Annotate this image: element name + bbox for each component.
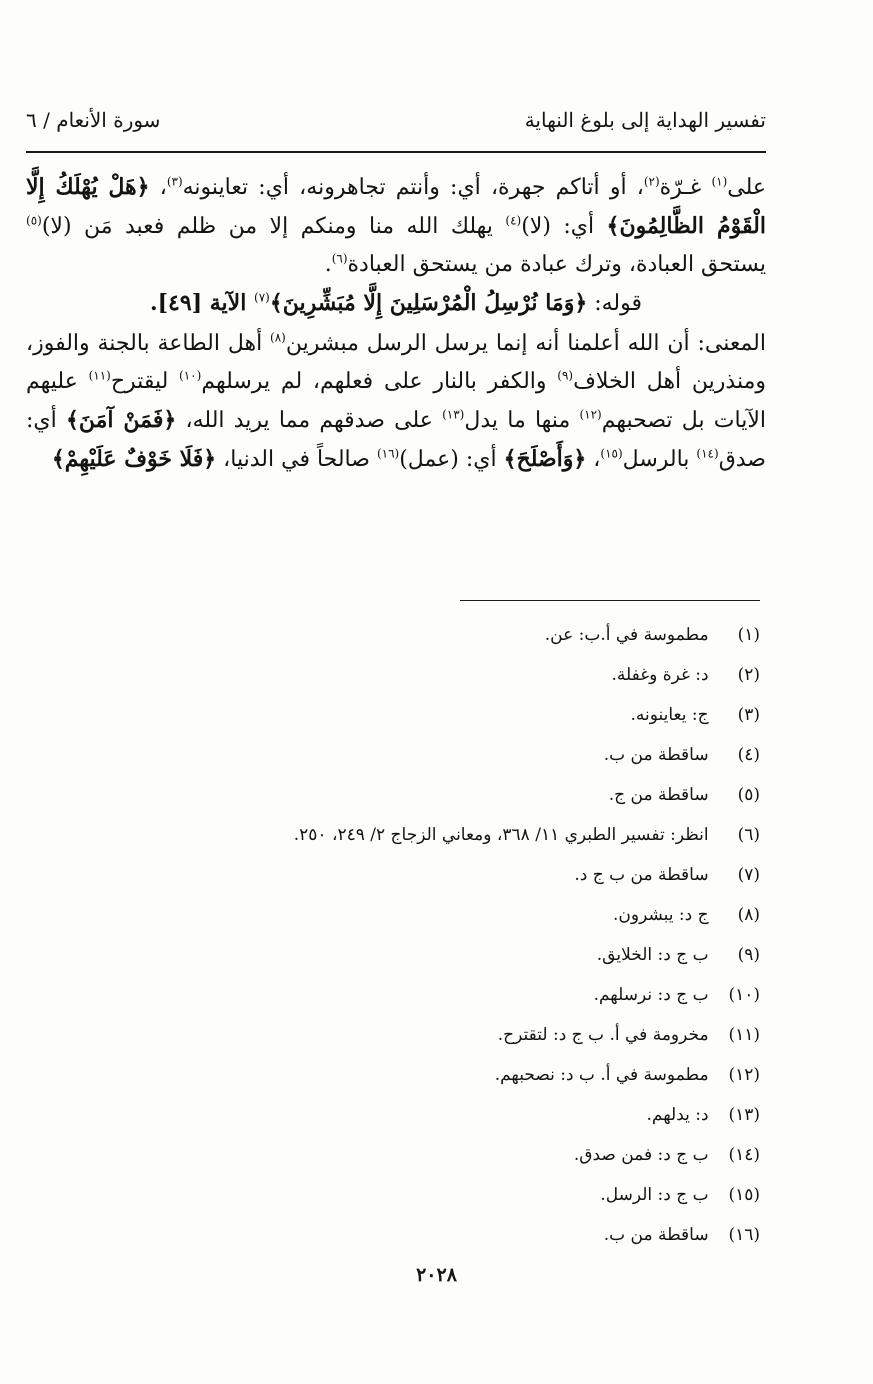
footnote-item (26, 662, 760, 702)
footnote-item (26, 742, 760, 782)
text-run: ، (586, 447, 601, 472)
text-run: بالرسل (622, 447, 697, 472)
quran-quote: ﴿فَلَا خَوْفٌ عَلَيْهِمْ﴾ (51, 446, 217, 472)
text-run: قوله: (587, 291, 643, 316)
footnote-item (26, 942, 760, 982)
footnote-number: (١٢) (728, 1065, 760, 1085)
text-run: ليقترح (110, 369, 180, 394)
footnote-item (26, 1062, 760, 1102)
text-run: أي: صدق (26, 408, 766, 472)
footnote-ref-8: (٨) (270, 330, 286, 345)
footnote-item (26, 902, 760, 942)
footnote-item (26, 702, 760, 742)
text-run: أي: (لا) (521, 214, 607, 239)
text-run: منها ما يدل (464, 408, 580, 433)
footnote-text: ج د: يبشرون. (613, 905, 709, 925)
text-run: أي: (عمل) (399, 447, 504, 472)
footnote-number: (٣) (737, 705, 760, 725)
text-run: يهلك الله منا ومنكم إلا من ظلم فعبد مَن (لا) (41, 214, 506, 239)
footnote-ref-4: (٤) (505, 213, 522, 228)
header-divider (26, 151, 766, 153)
footnote-text: انظر: تفسير الطبري ١١/ ٣٦٨، ومعاني الزجاج ٢/ ٢٤٩، ٢٥٠. (293, 825, 709, 845)
text-run: على صدقهم مما يريد الله، (176, 408, 443, 433)
footnote-ref-9: (٩) (557, 368, 574, 383)
quran-quote: ﴿وَمَا نُرْسِلُ الْمُرْسَلِينَ إِلَّا مُبَشِّرِينَ﴾ (269, 290, 588, 316)
footnote-item (26, 1022, 760, 1062)
text-run: عليهم الآيات بل تصحبهم (26, 369, 766, 433)
text-run: . (324, 252, 332, 277)
footnote-text: د: يدلهم. (646, 1105, 709, 1125)
book-title: تفسير الهداية إلى بلوغ النهاية (524, 108, 766, 132)
footnote-text: ب ج د: الخلايق. (596, 945, 709, 965)
footnote-ref-15: (١٥) (600, 446, 623, 461)
footnote-ref-2: (٢) (643, 174, 660, 189)
footnote-item (26, 1102, 760, 1142)
footnotes-list (26, 622, 760, 1262)
verse-ref: الآية [٤٩]. (149, 290, 254, 316)
footnote-ref-3: (٣) (166, 174, 183, 189)
footnote-ref-6: (٦) (331, 251, 348, 266)
footnote-number: (٢) (737, 665, 760, 685)
footnote-item (26, 1222, 760, 1262)
text-run: المعنى: أن الله أعلمنا أنه إنما يرسل الرسل مبشرين (285, 331, 766, 356)
footnote-item (26, 1142, 760, 1182)
quran-quote: ﴿هَلْ يُهْلَكُ إِلَّا الْقَوْمُ الظَّالِمُونَ﴾ (26, 174, 766, 239)
text-run: ، أو أتاكم جهرة، أي: وأنتم تجاهرونه، أي: تعاينونه (182, 175, 644, 200)
footnote-text: د: غرة وغفلة. (611, 665, 709, 685)
footnote-number: (٩) (737, 945, 760, 965)
footnote-item (26, 822, 760, 862)
footnote-number: (٨) (737, 905, 760, 925)
footnote-text: ساقطة من ج. (608, 785, 709, 805)
main-text (26, 168, 766, 479)
footnote-text: مخرومة في أ. ب ج د: لتقترح. (497, 1025, 709, 1045)
footnote-item (26, 862, 760, 902)
footnote-text: ب ج د: نرسلهم. (593, 985, 709, 1005)
footnote-item (26, 622, 760, 662)
footnote-number: (١) (737, 625, 760, 645)
footnote-text: ساقطة من ب. (603, 745, 709, 765)
text-run: صالحاً في الدنيا، (216, 447, 377, 472)
quran-quote: ﴿وَأَصْلَحَ﴾ (503, 446, 587, 472)
footnote-item (26, 1182, 760, 1222)
text-run: والكفر بالنار على فعلهم، لم يرسلهم (201, 369, 558, 394)
footnote-divider (460, 600, 760, 601)
text-run: أهل الطاعة بالجنة والفوز، ومنذرين أهل الخلاف (26, 331, 766, 394)
footnote-number: (١٠) (728, 985, 760, 1005)
footnote-text: مطموسة في أ.ب: عن. (544, 625, 709, 645)
footnote-item (26, 982, 760, 1022)
footnote-number: (١٤) (728, 1145, 760, 1165)
footnote-number: (٦) (737, 825, 760, 845)
footnote-text: ج: يعاينونه. (630, 705, 709, 725)
running-header (26, 108, 766, 144)
paragraph-3 (26, 325, 766, 479)
footnote-number: (١٦) (728, 1225, 760, 1245)
text-run: غـرّة (659, 175, 712, 200)
paragraph-1 (26, 168, 766, 284)
footnote-item (26, 782, 760, 822)
footnote-ref-1: (١) (711, 174, 728, 189)
footnote-ref-11: (١١) (88, 368, 111, 383)
footnote-number: (٤) (737, 745, 760, 765)
footnote-text: ب ج د: فمن صدق. (573, 1145, 709, 1165)
verse-heading (26, 284, 766, 323)
footnote-number: (٧) (737, 865, 760, 885)
footnote-text: ساقطة من ب. (603, 1225, 709, 1245)
footnote-text: ب ج د: الرسل. (600, 1185, 709, 1205)
footnote-ref-7: (٧) (254, 290, 270, 305)
footnote-ref-13: (١٣) (442, 407, 465, 422)
text-run: ، (149, 175, 167, 200)
footnote-number: (٥) (737, 785, 760, 805)
footnote-number: (١٣) (728, 1105, 760, 1125)
footnote-ref-5: (٥) (26, 213, 42, 228)
footnote-ref-14: (١٤) (696, 446, 719, 461)
text-run: يستحق العبادة، وترك عبادة من يستحق العبادة (347, 252, 766, 277)
footnote-ref-16: (١٦) (376, 446, 400, 461)
footnote-ref-10: (١٠) (179, 368, 202, 383)
footnote-number: (١٥) (728, 1185, 760, 1205)
footnote-ref-12: (١٢) (579, 407, 602, 422)
page-number: ٢٠٢٨ (416, 1264, 457, 1286)
footnote-number: (١١) (728, 1025, 760, 1045)
footnote-text: مطموسة في أ. ب د: نصحبهم. (494, 1065, 709, 1085)
quran-quote: ﴿فَمَنْ آمَنَ﴾ (65, 407, 177, 433)
surah-title: سورة الأنعام / ٦ (26, 108, 161, 132)
footnote-text: ساقطة من ب ج د. (574, 865, 709, 885)
text-run: على (727, 175, 767, 200)
